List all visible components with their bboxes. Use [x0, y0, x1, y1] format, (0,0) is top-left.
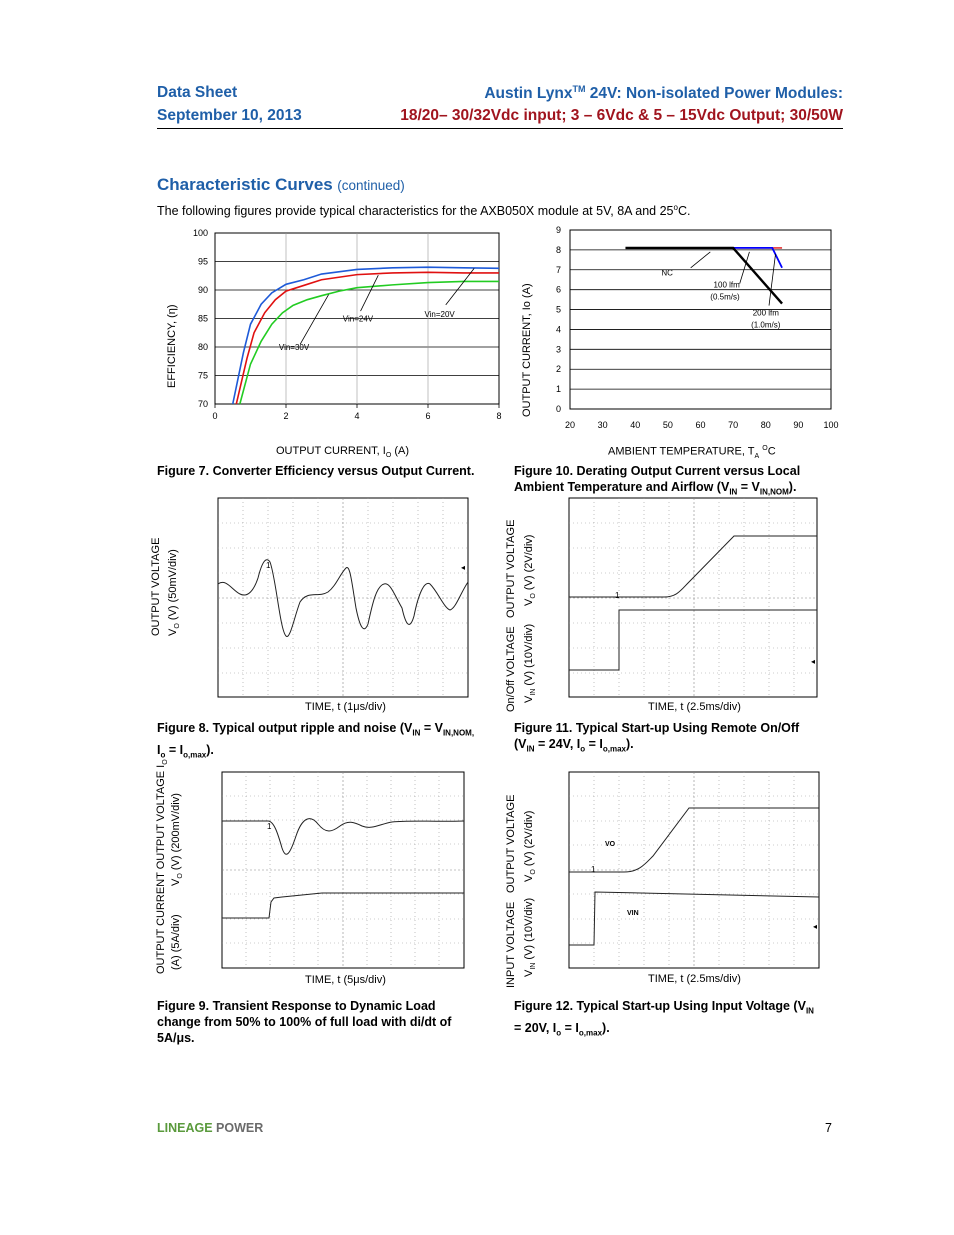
y-tick-label: 0	[555, 404, 561, 414]
fig7-caption: Figure 7. Converter Efficiency versus Output Current.	[157, 464, 475, 478]
label-nc: NC	[661, 268, 673, 278]
fig9-x-axis-label: TIME, t (5μs/div)	[305, 974, 386, 986]
y-tick-label: 100	[192, 228, 208, 238]
plot-area	[570, 230, 831, 409]
remote-onoff-scope	[569, 498, 819, 698]
label-100lfm-speed: (0.5m/s)	[710, 292, 740, 302]
x-tick-label: 60	[695, 420, 706, 430]
svg-text:1: 1	[615, 591, 620, 600]
header-rule	[157, 128, 843, 129]
vo-trace-label: VO	[605, 841, 616, 848]
svg-text:1: 1	[267, 822, 272, 831]
fig12-y-axis-bottom-1: INPUT VOLTAGE	[505, 901, 517, 988]
y-tick-label: 9	[555, 225, 561, 235]
fig11-y-axis-bottom-1: On/Off VOLTAGE	[505, 626, 517, 712]
fig9-caption: Figure 9. Transient Response to Dynamic Load change from 50% to 100% of full load with di/dt of 5A/μs.	[157, 999, 452, 1045]
svg-text:◂: ◂	[811, 657, 816, 666]
header-doc-type: Data Sheet	[157, 84, 238, 101]
fig10-caption: Figure 10. Derating Output Current versus Local Ambient Temperature and Airflow $(V_{IN} = V_{IN,NOM})$.	[514, 464, 801, 497]
derating-chart	[555, 222, 845, 432]
fig9-y-axis-label-2: $V_O$ (V) (200mV/div)	[170, 793, 185, 886]
fig10-y-axis-label: OUTPUT CURRENT, Io (A)	[521, 283, 533, 417]
fig10-x-axis-label: AMBIENT TEMPERATURE, $T_A$ $^O$C	[608, 445, 776, 460]
x-tick-label: 90	[793, 420, 804, 430]
label-vin20: Vin=20V	[424, 309, 455, 319]
header-specs: 18/20– 30/32Vdc input; 3 – 6Vdc & 5 – 15Vdc Output; 30/50W	[400, 107, 843, 124]
svg-text:◂: ◂	[813, 922, 818, 931]
fig12-y-axis-top-1: OUTPUT VOLTAGE	[505, 794, 517, 893]
y-tick-label: 5	[555, 304, 561, 315]
x-tick-label: 30	[597, 420, 608, 430]
y-tick-label: 4	[555, 324, 561, 335]
x-tick-label: 80	[760, 420, 771, 430]
x-tick-label: 6	[425, 411, 431, 421]
fig8-y-axis-label-2: $V_O$ (V) (50mV/div)	[167, 549, 182, 636]
fig11-y-axis-bottom-2: $V_{IN}$ (V) (10V/div)	[523, 623, 538, 703]
x-tick-label: 0	[212, 411, 218, 421]
fig12-caption: Figure 12. Typical Start-up Using Input Voltage ($V_{IN}$ = 20V, $I_o = I_{o,max}$).	[514, 999, 814, 1037]
label-vin30: Vin=30V	[278, 342, 310, 352]
efficiency-chart	[150, 225, 510, 425]
x-tick-label: 2	[283, 411, 289, 421]
x-tick-label: 40	[630, 420, 641, 430]
y-tick-label: 95	[197, 256, 208, 267]
fig9-y-axis-label-1: OUTPUT CURRENT OUTPUT VOLTAGE $I_O$	[155, 759, 170, 974]
y-tick-label: 6	[555, 284, 561, 295]
trigger-marker: 1	[266, 561, 271, 570]
y-tick-label: 75	[197, 370, 208, 381]
label-200lfm: 200 lfm	[752, 308, 779, 318]
svg-text:1: 1	[591, 865, 596, 874]
section-intro: The following figures provide typical characteristics for the AXB050X module at 5V, 8A and 25$^o$C.	[157, 203, 691, 219]
y-tick-label: 1	[555, 384, 561, 395]
x-tick-label: 70	[728, 420, 739, 430]
vin-trace-label: VIN	[627, 910, 639, 917]
label-100lfm: 100 lfm	[713, 280, 740, 290]
fig11-y-axis-top-2: $V_O$ (V) (2V/div)	[523, 534, 538, 606]
y-tick-label: 3	[555, 344, 561, 355]
y-tick-label: 70	[197, 399, 208, 409]
y-tick-label: 8	[555, 244, 561, 255]
page-number: 7	[825, 1121, 832, 1135]
x-tick-label: 8	[496, 411, 502, 421]
fig7-x-axis-label: OUTPUT CURRENT, $I_O$ (A)	[276, 445, 409, 460]
fig8-y-axis-label-1: OUTPUT VOLTAGE	[150, 537, 162, 636]
y-tick-label: 7	[555, 264, 561, 275]
footer-brand: LINEAGE POWER	[157, 1121, 264, 1135]
ripple-scope	[218, 498, 468, 698]
fig12-y-axis-bottom-2: $V_{IN}$ (V) (10V/div)	[523, 897, 538, 977]
level-marker: ◂	[461, 563, 466, 572]
input-startup-scope	[569, 772, 819, 970]
fig11-x-axis-label: TIME, t (2.5ms/div)	[648, 701, 741, 713]
fig7-y-axis-label: EFFICIENCY, (η)	[166, 304, 178, 388]
x-tick-label: 100	[823, 420, 839, 430]
x-tick-label: 20	[564, 420, 576, 430]
header-product: Austin Lynx™ 24V: Non-isolated Power Modules:	[484, 84, 843, 103]
fig9-y-axis-label-3: (A) (5A/div)	[170, 914, 182, 970]
y-tick-label: 85	[197, 313, 208, 324]
x-tick-label: 4	[354, 411, 360, 421]
y-tick-label: 2	[555, 364, 561, 375]
fig12-y-axis-top-2: $V_O$ (V) (2V/div)	[523, 810, 538, 882]
x-tick-label: 50	[662, 420, 673, 430]
header-date: September 10, 2013	[157, 107, 302, 124]
fig12-x-axis-label: TIME, t (2.5ms/div)	[648, 973, 741, 985]
fig8-caption: Figure 8. Typical output ripple and noise ($V_{IN} = V_{IN,NOM,}$ $I_o = I_{o,max}$).	[157, 721, 475, 759]
fig11-y-axis-top-1: OUTPUT VOLTAGE	[505, 519, 517, 618]
y-tick-label: 80	[197, 342, 208, 352]
fig11-caption: Figure 11. Typical Start-up Using Remote On/Off ($V_{IN} = 24V$, $I_o = I_{o,max}$).	[514, 721, 800, 754]
transient-scope	[222, 772, 464, 970]
label-vin24: Vin=24V	[342, 314, 374, 324]
fig8-x-axis-label: TIME, t (1μs/div)	[305, 701, 386, 713]
y-tick-label: 90	[197, 285, 208, 295]
section-title: Characteristic Curves (continued)	[157, 175, 405, 194]
label-200lfm-speed: (1.0m/s)	[751, 320, 781, 330]
